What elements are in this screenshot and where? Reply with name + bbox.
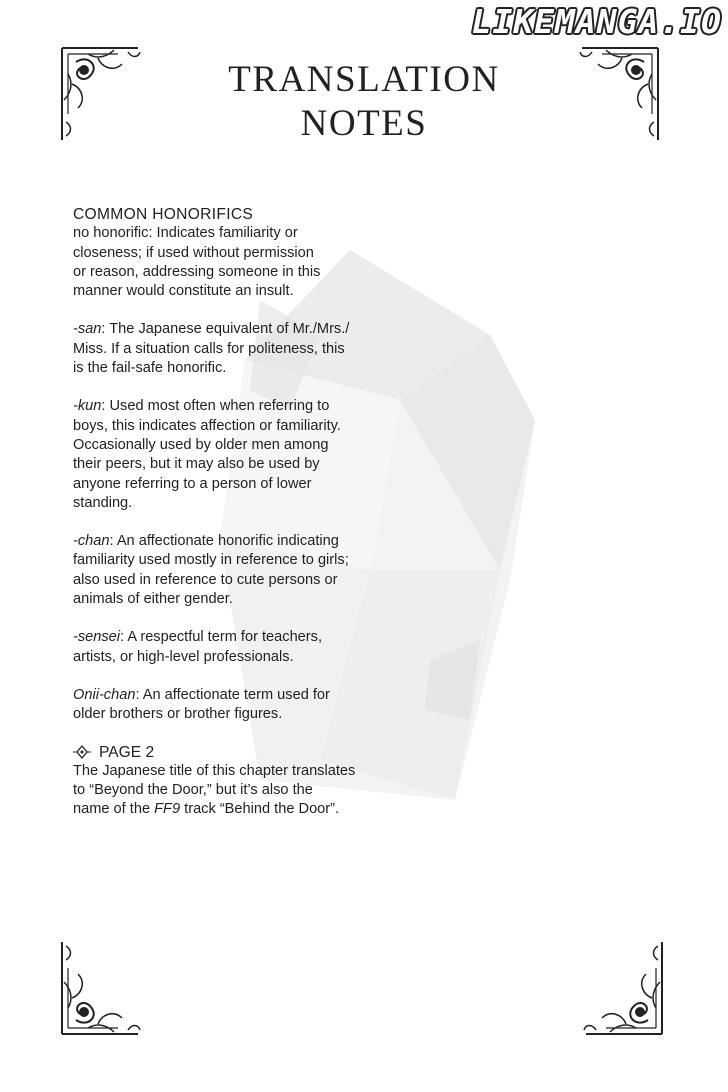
note-line (73, 800, 393, 819)
page-note-heading (73, 743, 393, 762)
note-line: boys, this indicates affection or familiarity. (73, 417, 341, 434)
note-line (73, 320, 393, 339)
note-text: : A respectful term for teachers, (120, 629, 323, 646)
page-title-line-1: TRANSLATION (228, 59, 500, 100)
note-line: Miss. If a situation calls for politeness, this (73, 340, 345, 357)
honorific-term: Onii-chan (73, 686, 136, 703)
site-watermark: LIKEMANGA.IO (471, 2, 722, 41)
note-line (73, 628, 393, 647)
note-chan (73, 532, 393, 609)
note-text: : An affectionate honorific indicating (109, 533, 339, 550)
honorific-term: -chan (73, 533, 110, 550)
note-text: : Used most often when referring to (101, 398, 330, 415)
note-line: is the fail-safe honorific. (73, 360, 227, 377)
note-line: their peers, but it may also be used by (73, 456, 320, 473)
note-onii-chan (73, 686, 393, 725)
ornament-corner-bottom-left-icon (58, 938, 142, 1038)
note-text: name of the (73, 801, 155, 818)
note-line: closeness; if used without permission (73, 244, 314, 261)
note-line: The Japanese title of this chapter translates (73, 762, 356, 779)
note-sensei (73, 628, 393, 667)
note-kun (73, 397, 393, 513)
page-note (73, 743, 393, 820)
section-heading: COMMON HONORIFICS (73, 206, 254, 223)
honorific-term: -san (73, 321, 102, 338)
note-line (73, 397, 393, 416)
page-title-line-2: NOTES (300, 103, 428, 144)
notes-body (73, 205, 393, 820)
note-line: to “Beyond the Door,” but it’s also the (73, 782, 313, 799)
note-line (73, 532, 393, 551)
note-line: standing. (73, 494, 133, 511)
note-line: manner would constitute an insult. (73, 283, 294, 300)
honorific-term: -kun (73, 398, 102, 415)
note-line (73, 686, 393, 705)
note-line: older brothers or brother figures. (73, 706, 283, 723)
note-line: or reason, addressing someone in this (73, 263, 321, 280)
note-text: : The Japanese equivalent of Mr./Mrs./ (101, 321, 350, 338)
note-line: familiarity used mostly in reference to girls; (73, 552, 349, 569)
note-line: Occasionally used by older men among (73, 436, 329, 453)
page-title (0, 58, 728, 146)
note-text: : An affectionate term used for (135, 686, 330, 703)
diamond-bullet-icon (73, 745, 91, 759)
note-text: track “Behind the Door”. (180, 801, 340, 818)
note-line: anyone referring to a person of lower (73, 475, 312, 492)
note-line: artists, or high-level professionals. (73, 648, 294, 665)
note-line: also used in reference to cute persons or (73, 571, 338, 588)
page-note-heading-text: PAGE 2 (99, 743, 155, 761)
ornament-corner-bottom-right-icon (582, 938, 666, 1038)
note-no-honorific (73, 224, 393, 301)
honorific-term: -sensei (73, 629, 121, 646)
note-line: animals of either gender. (73, 591, 233, 608)
note-san (73, 320, 393, 378)
note-line: no honorific: Indicates familiarity or (73, 225, 298, 242)
game-title: FF9 (154, 801, 181, 818)
